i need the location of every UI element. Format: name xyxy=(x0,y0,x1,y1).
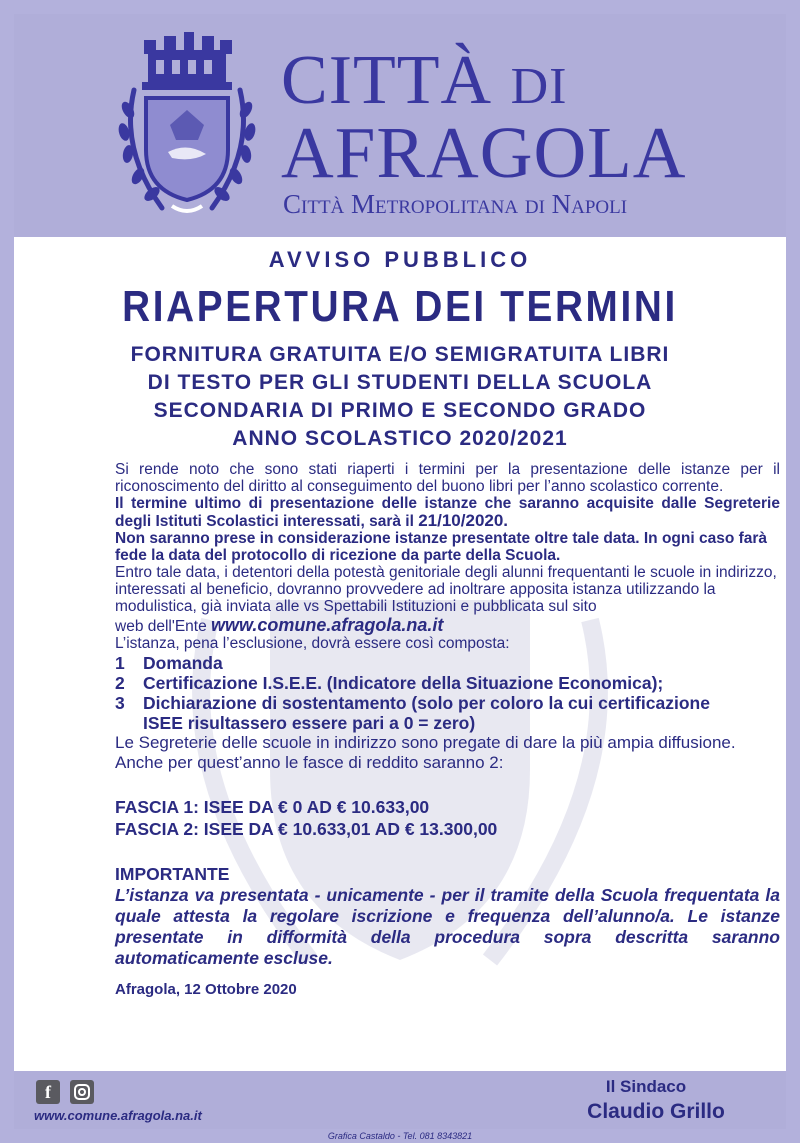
instructions-paragraph: Entro tale data, i detentori della potestà genitoriale degli alunni frequentanti le scuole in indirizzo, interessati al beneficio, dovranno provvedere ad inoltrare apposita istanza utilizzando la modulistica, già inviata alle vs Spettabili Istituzioni e pubblicata sul sito xyxy=(115,564,777,615)
metro-subtitle: Città Metropolitana di Napoli xyxy=(283,189,628,219)
list-item-text: Dichiarazione di sostentamento (solo per coloro la cui certificazione ISEE risultassero essere pari a 0 = zero) xyxy=(143,693,710,733)
fasce-intro: Anche per quest’anno le fasce di reddito saranno 2: xyxy=(115,753,504,772)
important-title: IMPORTANTE xyxy=(115,864,230,884)
documents-list xyxy=(115,653,780,733)
subtitle-line: ANNO SCOLASTICO 2020/2021 xyxy=(232,427,568,450)
city-title-line-1: CITTÀ DI xyxy=(281,42,568,119)
composition-paragraph: L’istanza, pena l’esclusione, dovrà essere così composta: xyxy=(115,635,510,652)
coat-of-arms-icon xyxy=(112,30,262,230)
web-link[interactable]: www.comune.afragola.na.it xyxy=(211,615,444,635)
list-item-number: 1 xyxy=(115,653,125,673)
subtitle-line: SECONDARIA DI PRIMO E SECONDO GRADO xyxy=(153,399,647,422)
important-paragraph: L’istanza va presentata - unicamente - per il tramite della Scuola frequentata la quale attesta la regolare iscrizione e frequenza dell’alunno/a. Le istanze presentate in difformità della procedura sopra descritta saranno automaticamente escluse. xyxy=(115,885,780,968)
footer-band xyxy=(14,1071,786,1129)
deadline-paragraph xyxy=(115,495,780,530)
deadline-text: Il termine ultimo di presentazione delle istanze che saranno acquisite dalle Segreterie degli Istituti Scolastici interessati, sarà il xyxy=(115,495,780,530)
list-item xyxy=(115,693,780,733)
diffusion-paragraph: Le Segreterie delle scuole in indirizzo sono pregate di dare la più ampia diffusione. xyxy=(115,733,736,752)
web-prefix: web dell'Ente xyxy=(115,618,212,635)
avviso-title: AVVISO PUBBLICO xyxy=(268,247,532,272)
instagram-icon[interactable] xyxy=(70,1080,94,1104)
warning-paragraph: Non saranno prese in considerazione istanze presentate oltre tale data. In ogni caso farà fede la data del protocollo di ricezione da parte della Scuola. xyxy=(115,530,768,564)
subtitle-line: FORNITURA GRATUITA E/O SEMIGRATUITA LIBRI xyxy=(130,343,670,366)
sindaco-name: Claudio Grillo xyxy=(587,1100,725,1123)
graphic-credit: Grafica Castaldo - Tel. 081 8343821 xyxy=(327,1131,473,1141)
facebook-icon[interactable]: f xyxy=(36,1080,60,1104)
subtitle-line: DI TESTO PER GLI STUDENTI DELLA SCUOLA xyxy=(147,371,653,394)
city-title-line-2: AFRAGOLA xyxy=(281,112,687,193)
list-item xyxy=(115,673,780,693)
main-title: RIAPERTURA DEI TERMINI xyxy=(122,282,678,331)
list-item-number: 2 xyxy=(115,673,125,693)
footer-web-link[interactable]: www.comune.afragola.na.it xyxy=(34,1108,202,1123)
deadline-date: 21/10/2020. xyxy=(418,511,509,530)
fascia-2: FASCIA 2: ISEE DA € 10.633,01 AD € 13.300,00 xyxy=(115,819,498,839)
web-line xyxy=(115,617,780,635)
notice-body xyxy=(115,461,780,998)
list-item-text: Domanda xyxy=(143,653,223,673)
intro-paragraph: Si rende noto che sono stati riaperti i termini per la presentazione delle istanze per il riconoscimento del diritto al conseguimento del buono libri per l’anno scolastico corrente. xyxy=(115,461,780,495)
subtitle-block xyxy=(40,341,760,453)
fascia-1: FASCIA 1: ISEE DA € 0 AD € 10.633,00 xyxy=(115,797,430,817)
list-item-text: Certificazione I.S.E.E. (Indicatore della Situazione Economica); xyxy=(143,673,664,693)
list-item xyxy=(115,653,780,673)
instagram-icon-lens xyxy=(78,1088,86,1096)
notice-date: Afragola, 12 Ottobre 2020 xyxy=(115,981,297,998)
sindaco-label: Il Sindaco xyxy=(605,1077,687,1096)
list-item-number: 3 xyxy=(115,693,125,713)
